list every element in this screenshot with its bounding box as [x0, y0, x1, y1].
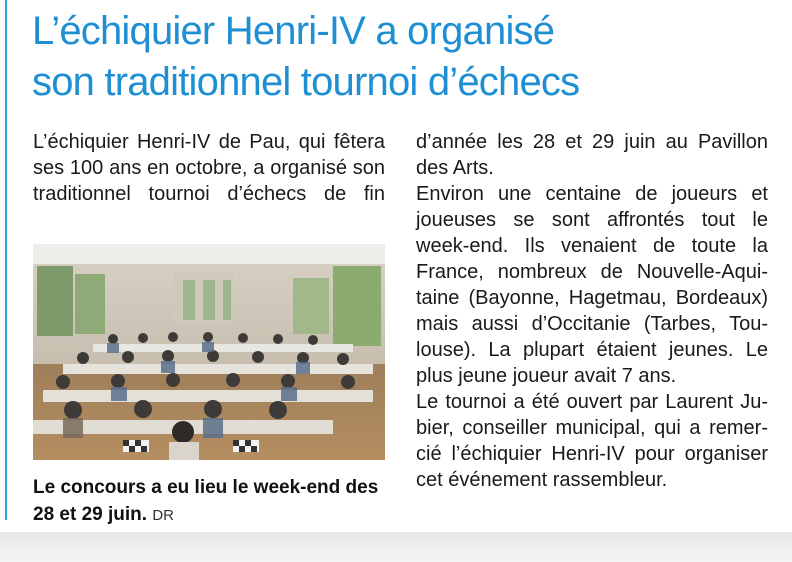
body-line: cié l’échiquier Henri-IV pour organiser	[416, 443, 768, 465]
body-line: plus jeune joueur avait 7 ans.	[416, 365, 677, 387]
body-line: France, nombreux de Nouvelle-Aqui-	[416, 261, 768, 283]
body-line: L’échiquier Henri-IV de Pau, qui fêtera	[33, 131, 385, 153]
body-line: des Arts.	[416, 157, 494, 179]
body-line: bier, conseiller municipal, qui a remer-	[416, 417, 768, 439]
article-column-right	[416, 129, 768, 493]
caption-line-2: 28 et 29 juin.	[33, 504, 148, 525]
section-accent-rule	[5, 0, 7, 520]
body-line: mais aussi d’Occitanie (Tarbes, Tou-	[416, 313, 768, 335]
page-bottom-edge	[0, 532, 792, 562]
chess-tournament-photo	[33, 244, 385, 460]
body-line: ses 100 ans en octobre, a organisé son	[33, 157, 385, 179]
body-line: Le tournoi a été ouvert par Laurent Ju-	[416, 391, 768, 413]
body-line: taine (Bayonne, Hagetmau, Bordeaux)	[416, 287, 768, 309]
article-column-left	[33, 129, 385, 207]
body-line: d’année les 28 et 29 juin au Pavillon	[416, 131, 768, 153]
caption-line-1: Le concours a eu lieu le week-end des	[33, 477, 379, 498]
body-line: week-end. Ils venaient de toute la	[416, 235, 768, 257]
headline-line-1: L’échiquier Henri-IV a organisé	[32, 9, 555, 53]
body-line: traditionnel tournoi d’échecs de fin	[33, 183, 385, 205]
body-line: joueuses se sont affrontés tout le	[416, 209, 768, 231]
article-headline	[32, 6, 772, 108]
body-line: louse). La plupart étaient jeunes. Le	[416, 339, 768, 361]
photo-credit: DR	[152, 507, 174, 524]
article-photo	[33, 244, 385, 460]
headline-line-2: son traditionnel tournoi d’échecs	[32, 60, 580, 104]
body-line: cet événement rassembleur.	[416, 469, 668, 491]
photo-caption	[33, 474, 385, 529]
body-line: Environ une centaine de joueurs et	[416, 183, 768, 205]
